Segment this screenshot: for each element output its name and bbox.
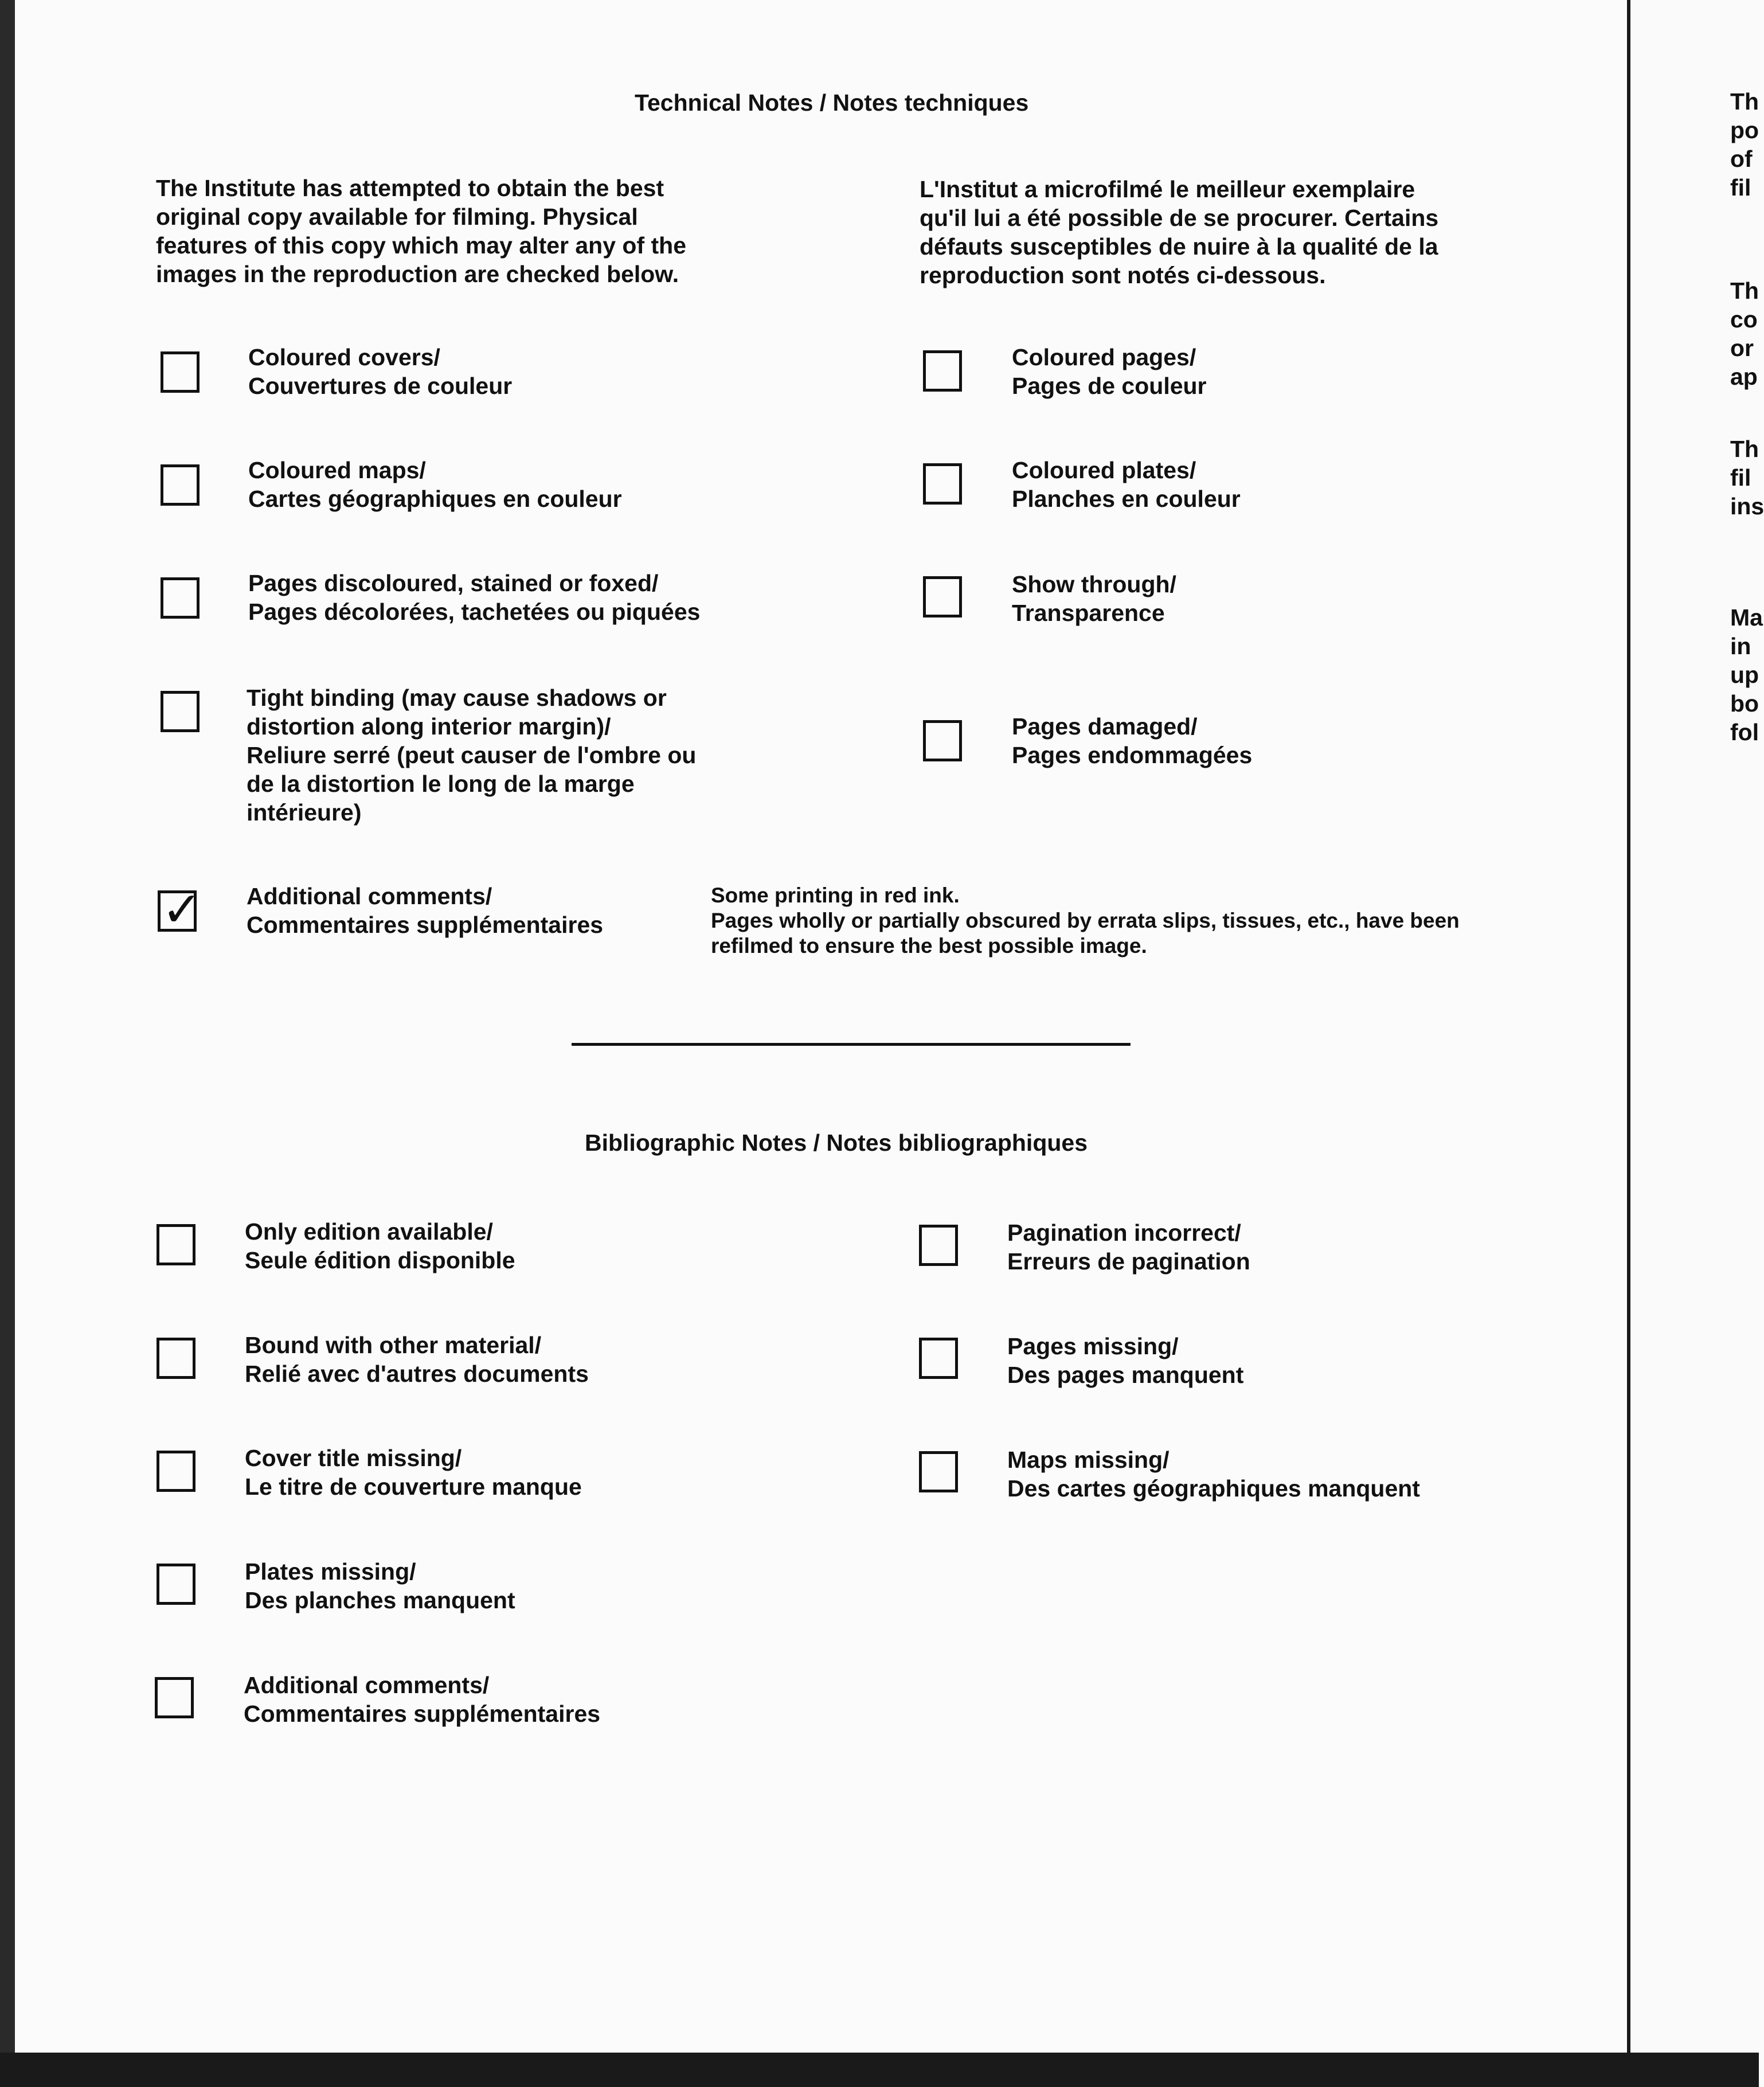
pages-missing-label-en: Pages missing/ [1007, 1333, 1179, 1359]
technical-notes-title: Technical Notes / Notes techniques [635, 89, 1029, 116]
cover-title-missing-label-fr: Le titre de couverture manque [245, 1474, 582, 1500]
maps-missing-label-en: Maps missing/ [1007, 1447, 1170, 1473]
section-divider [572, 1043, 1131, 1046]
show-through-checkbox[interactable] [923, 576, 962, 617]
tight-binding-label: Tight binding (may cause shadows or [247, 685, 667, 711]
only-edition-label-en: Only edition available/ [245, 1218, 493, 1245]
bibliographic-notes-title: Bibliographic Notes / Notes bibliographiques [585, 1130, 1088, 1156]
coloured-covers-label-en: Coloured covers/ [248, 344, 440, 370]
bound-with-label-fr: Relié avec d'autres documents [245, 1361, 589, 1387]
biblio-additional-comments-label-fr: Commentaires supplémentaires [244, 1701, 601, 1727]
pages-discoloured-checkbox[interactable] [161, 577, 200, 619]
edge-fragment: ins [1730, 493, 1764, 519]
intro-en-line: The Institute has attempted to obtain the best [156, 175, 664, 201]
edge-fragment: fil [1730, 174, 1751, 201]
tight-binding-checkbox[interactable] [161, 691, 200, 732]
edge-fragment: of [1730, 146, 1753, 172]
biblio-additional-comments-checkbox[interactable] [155, 1677, 194, 1718]
coloured-covers-label-fr: Couvertures de couleur [248, 373, 513, 399]
edge-fragment: bo [1730, 690, 1759, 717]
pagination-incorrect-label-fr: Erreurs de pagination [1007, 1248, 1250, 1275]
edge-fragment: Th [1730, 278, 1759, 304]
intro-en-line: images in the reproduction are checked below. [156, 261, 679, 287]
coloured-maps-checkbox[interactable] [161, 464, 200, 506]
pagination-incorrect-label-en: Pagination incorrect/ [1007, 1220, 1241, 1246]
tight-binding-label: intérieure) [247, 799, 362, 826]
coloured-plates-checkbox[interactable] [923, 463, 962, 505]
only-edition-checkbox[interactable] [157, 1224, 195, 1265]
pages-damaged-label-en: Pages damaged/ [1012, 713, 1198, 740]
plates-missing-label-en: Plates missing/ [245, 1558, 416, 1585]
edge-fragment: Th [1730, 436, 1759, 462]
edge-fragment: po [1730, 117, 1759, 143]
edge-fragment: ap [1730, 364, 1758, 390]
edge-fragment: or [1730, 335, 1754, 361]
additional-comments-checkbox[interactable] [158, 881, 202, 937]
additional-comments-label-en: Additional comments/ [247, 883, 492, 909]
show-through-label-fr: Transparence [1012, 600, 1165, 626]
intro-fr-line: qu'il lui a été possible de se procurer. Certains [920, 205, 1439, 231]
edge-fragment: Ma [1730, 604, 1763, 631]
plates-missing-checkbox[interactable] [157, 1564, 195, 1605]
pages-damaged-checkbox[interactable] [923, 720, 962, 761]
scan-bottom-border [0, 2053, 1759, 2087]
pagination-incorrect-checkbox[interactable] [919, 1225, 958, 1266]
show-through-label-en: Show through/ [1012, 571, 1176, 597]
comment-line: refilmed to ensure the best possible image. [711, 934, 1147, 957]
pages-damaged-label-fr: Pages endommagées [1012, 742, 1253, 768]
comment-line: Some printing in red ink. [711, 884, 960, 907]
checkmark-icon: ✓ [162, 881, 202, 937]
edge-fragment: Th [1730, 88, 1759, 115]
pages-missing-checkbox[interactable] [919, 1338, 958, 1379]
cover-title-missing-checkbox[interactable] [157, 1451, 195, 1492]
coloured-pages-label-en: Coloured pages/ [1012, 344, 1196, 370]
edge-fragment: fol [1730, 719, 1759, 745]
maps-missing-label-fr: Des cartes géographiques manquent [1007, 1475, 1420, 1502]
intro-en-line: features of this copy which may alter any of the [156, 232, 687, 259]
edge-fragment: in [1730, 633, 1751, 659]
coloured-pages-label-fr: Pages de couleur [1012, 373, 1207, 399]
maps-missing-checkbox[interactable] [919, 1451, 958, 1492]
intro-en-line: original copy available for filming. Physical [156, 204, 638, 230]
intro-fr-line: défauts susceptibles de nuire à la qualité de la [920, 233, 1438, 260]
only-edition-label-fr: Seule édition disponible [245, 1247, 515, 1273]
cover-title-missing-label-en: Cover title missing/ [245, 1445, 462, 1471]
tight-binding-label: distortion along interior margin)/ [247, 713, 611, 740]
edge-fragment: fil [1730, 464, 1751, 491]
tight-binding-label: Reliure serré (peut causer de l'ombre ou [247, 742, 697, 768]
plates-missing-label-fr: Des planches manquent [245, 1587, 515, 1613]
biblio-additional-comments-label-en: Additional comments/ [244, 1672, 490, 1698]
additional-comments-label-fr: Commentaires supplémentaires [247, 912, 604, 938]
coloured-pages-checkbox[interactable] [923, 350, 962, 392]
intro-fr-line: L'Institut a microfilmé le meilleur exemplaire [920, 176, 1415, 202]
intro-fr-line: reproduction sont notés ci-dessous. [920, 262, 1326, 288]
coloured-maps-label-en: Coloured maps/ [248, 457, 426, 483]
edge-fragment: up [1730, 662, 1759, 688]
tight-binding-label: de la distortion le long de la marge [247, 771, 635, 797]
pages-discoloured-label-fr: Pages décolorées, tachetées ou piquées [248, 599, 701, 625]
coloured-plates-label-en: Coloured plates/ [1012, 457, 1196, 483]
pages-discoloured-label-en: Pages discoloured, stained or foxed/ [248, 570, 659, 596]
scan-left-border [0, 0, 15, 2087]
bound-with-label-en: Bound with other material/ [245, 1332, 542, 1358]
coloured-maps-label-fr: Cartes géographiques en couleur [248, 486, 622, 512]
coloured-covers-checkbox[interactable] [161, 351, 200, 393]
edge-fragment: co [1730, 306, 1758, 333]
bound-with-checkbox[interactable] [157, 1338, 195, 1379]
pages-missing-label-fr: Des pages manquent [1007, 1362, 1244, 1388]
coloured-plates-label-fr: Planches en couleur [1012, 486, 1241, 512]
comment-line: Pages wholly or partially obscured by errata slips, tissues, etc., have been [711, 909, 1460, 932]
